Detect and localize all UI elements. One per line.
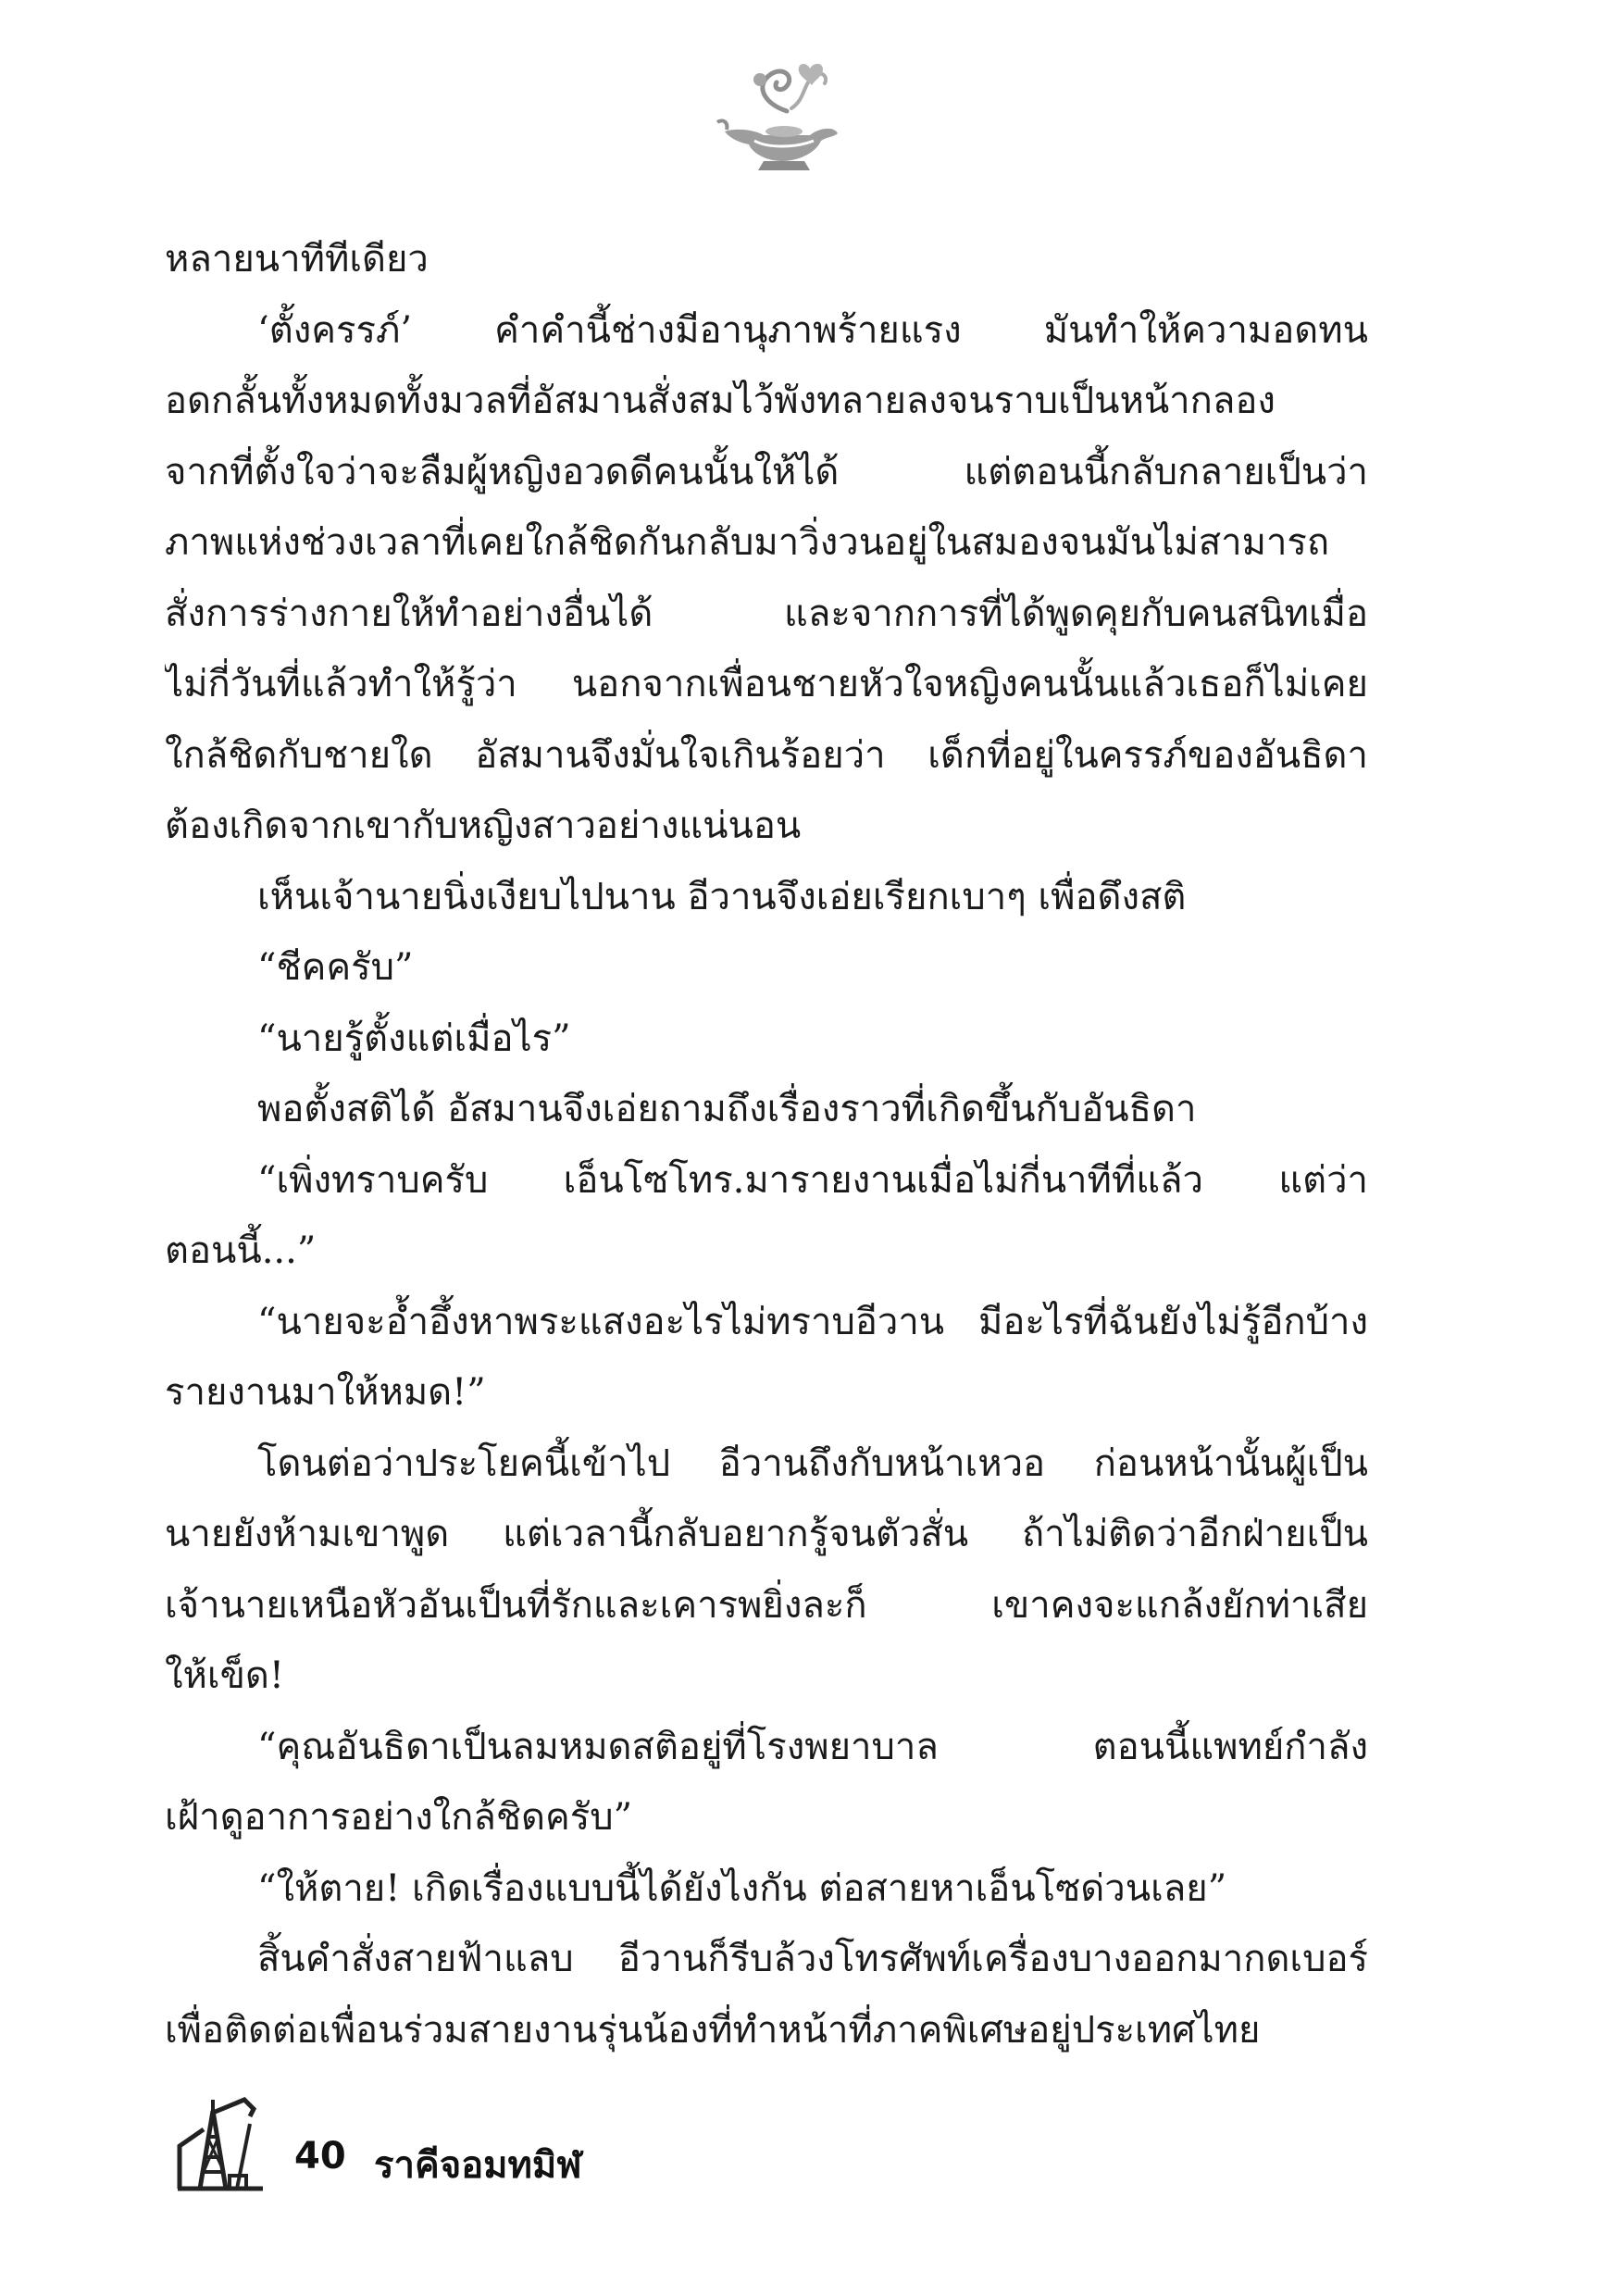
text-line: ให้เข็ด!	[165, 1654, 284, 1697]
text-line: “นายรู้ตั้งแต่เมื่อไร”	[257, 1017, 571, 1060]
text-line: ตอนนี้...”	[165, 1229, 317, 1272]
text-line: สิ้นคำสั่งสายฟ้าแลบ อีวานก็รีบล้วงโทรศัพท์เครื่องบางออกมากดเบอร์	[257, 1938, 1368, 1980]
text-line: “นายจะอ้ำอึ้งหาพระแสงอะไรไม่ทราบอีวาน มีอะไรที่ฉันยังไม่รู้อีกบ้าง	[257, 1300, 1368, 1343]
text-line: เห็นเจ้านายนิ่งเงียบไปนาน อีวานจึงเอ่ยเรียกเบาๆ เพื่อดึงสติ	[257, 875, 1187, 918]
text-line: ‘ตั้งครรภ์’ คำคำนี้ช่างมีอานุภาพร้ายแรง มันทำให้ความอดทน	[257, 308, 1368, 352]
text-line: ต้องเกิดจากเขากับหญิงสาวอย่างแน่นอน	[165, 805, 802, 847]
text-line: “เพิ่งทราบครับ เอ็นโซโทร.มารายงานเมื่อไม่กี่นาทีที่แล้ว แต่ว่า	[257, 1158, 1368, 1202]
text-line: ไม่กี่วันที่แล้วทำให้รู้ว่า นอกจากเพื่อนชายหัวใจหญิงคนนั้นแล้วเธอก็ไม่เคย	[165, 663, 1368, 705]
book-title: ราคีจอมทมิฬ	[374, 2144, 582, 2187]
text-line: พอตั้งสติได้ อัสมานจึงเอ่ยถามถึงเรื่องราวที่เกิดขึ้นกับอันธิดา	[257, 1088, 1197, 1130]
text-line: “ชีคครับ”	[257, 946, 414, 989]
text-line: โดนต่อว่าประโยคนี้เข้าไป อีวานถึงกับหน้าเหวอ ก่อนหน้านั้นผู้เป็น	[257, 1441, 1368, 1485]
oil-derrick-icon	[172, 2092, 268, 2192]
text-line: เจ้านายเหนือหัวอันเป็นที่รักและเคารพยิ่งละก็ เขาคงจะแกล้งยักท่าเสีย	[165, 1583, 1368, 1627]
text-line: “คุณอันธิดาเป็นลมหมดสติอยู่ที่โรงพยาบาล ตอนนี้แพทย์กำลัง	[257, 1725, 1368, 1768]
page-number: 40	[294, 2135, 346, 2177]
body-text	[165, 224, 1368, 2065]
text-line: ใกล้ชิดกับชายใด อัสมานจึงมั่นใจเกินร้อยว่า เด็กที่อยู่ในครรภ์ของอันธิดา	[165, 733, 1368, 777]
text-line: รายงานมาให้หมด!”	[165, 1371, 486, 1414]
magic-lamp-icon	[699, 57, 856, 178]
text-line: จากที่ตั้งใจว่าจะลืมผู้หญิงอวดดีคนนั้นให้ได้ แต่ตอนนี้กลับกลายเป็นว่า	[165, 450, 1368, 493]
text-line: อดกลั้นทั้งหมดทั้งมวลที่อัสมานสั่งสมไว้พังทลายลงจนราบเป็นหน้ากลอง	[165, 380, 1276, 422]
text-line: “ให้ตาย! เกิดเรื่องแบบนี้ได้ยังไงกัน ต่อสายหาเอ็นโซด่วนเลย”	[257, 1866, 1227, 1910]
text-line: สั่งการร่างกายให้ทำอย่างอื่นได้ และจากการที่ได้พูดคุยกับคนสนิทเมื่อ	[165, 592, 1368, 635]
text-line: ภาพแห่งช่วงเวลาที่เคยใกล้ชิดกันกลับมาวิ่งวนอยู่ในสมองจนมันไม่สามารถ	[165, 521, 1330, 564]
text-line: หลายนาทีทีเดียว	[165, 238, 429, 281]
page-footer	[172, 2092, 728, 2203]
text-line: เฝ้าดูอาการอย่างใกล้ชิดครับ”	[165, 1796, 633, 1839]
text-line: เพื่อติดต่อเพื่อนร่วมสายงานรุ่นน้องที่ทำหน้าที่ภาคพิเศษอยู่ประเทศไทย	[165, 2008, 1261, 2052]
text-line: นายยังห้ามเขาพูด แต่เวลานี้กลับอยากรู้จนตัวสั่น ถ้าไม่ติดว่าอีกฝ่ายเป็น	[165, 1513, 1368, 1555]
